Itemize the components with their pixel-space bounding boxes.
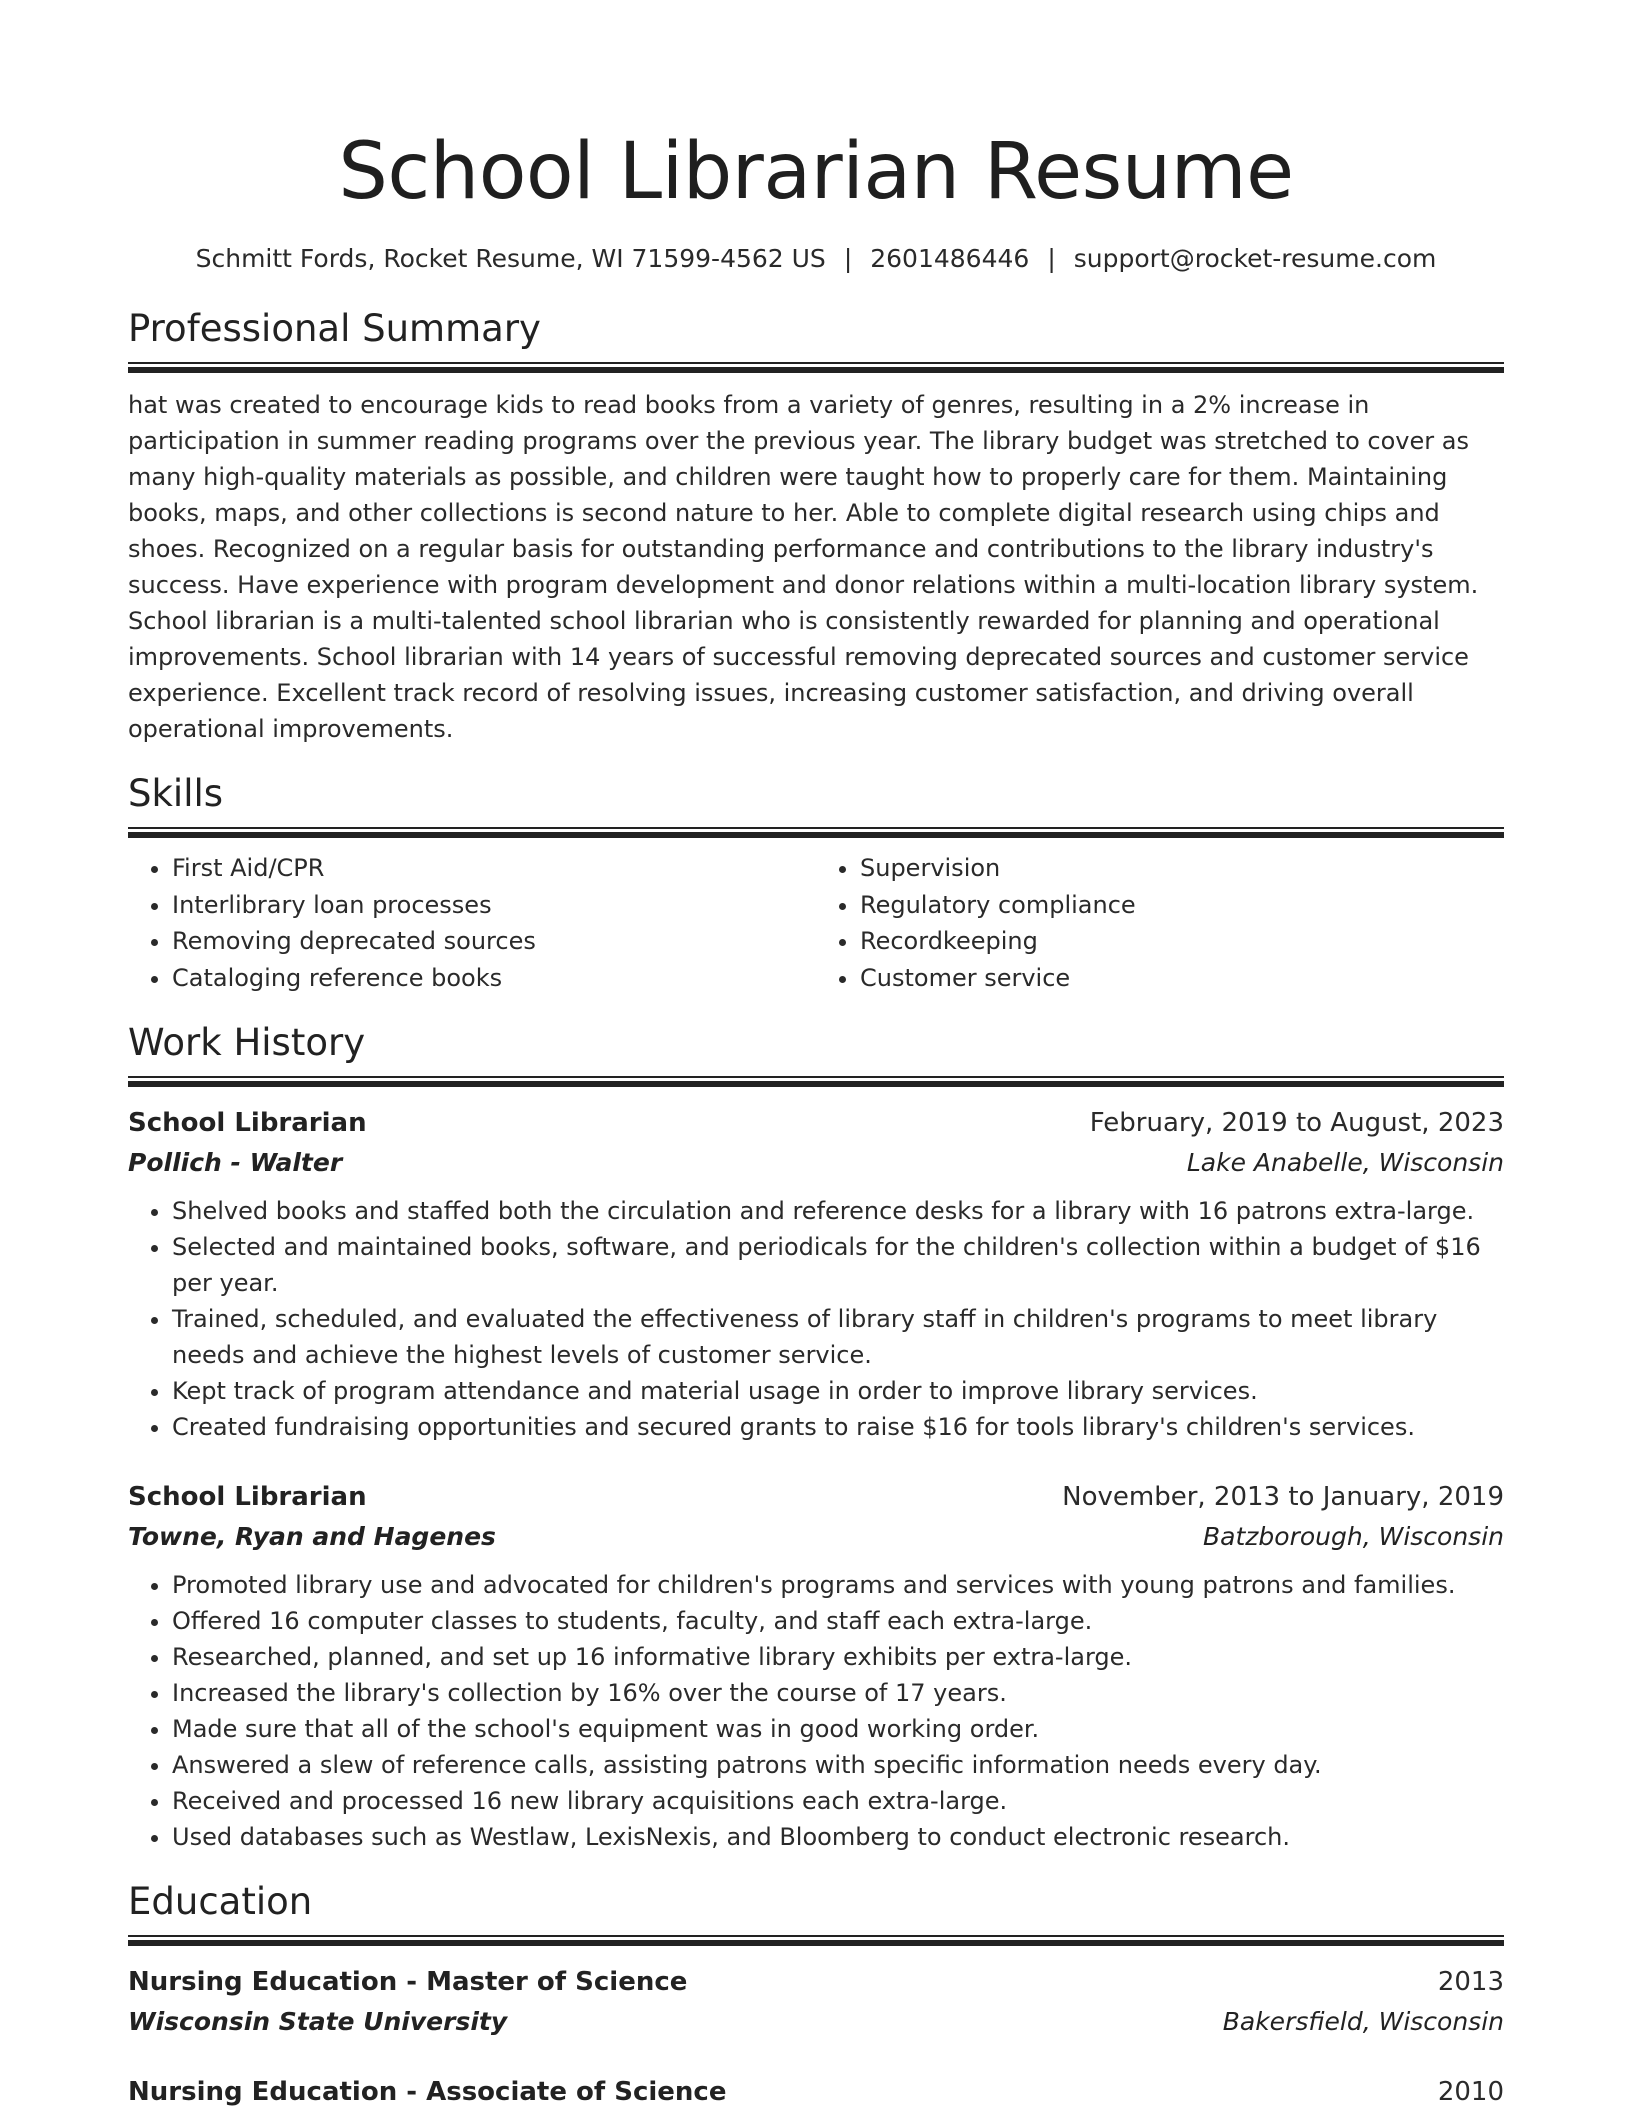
- skill-item: • Regulatory compliance: [860, 887, 1504, 924]
- job-bullet: • Offered 16 computer classes to students, faculty, and staff each extra-large.: [172, 1603, 1504, 1639]
- contact-separator: |: [1047, 244, 1056, 273]
- section-rule: [128, 362, 1504, 373]
- job-header: [128, 1477, 1504, 1517]
- job-bullet: • Shelved books and staffed both the circulation and reference desks for a library with 16 patrons extra-large.: [172, 1193, 1504, 1229]
- education-location: Bakersfield, Wisconsin: [1222, 2007, 1504, 2036]
- job-bullets: [128, 1567, 1504, 1855]
- education-section: [128, 1879, 1504, 2112]
- resume-page: [128, 0, 1504, 2112]
- education-header: [128, 1962, 1504, 2002]
- job-location: Lake Anabelle, Wisconsin: [1186, 1148, 1504, 1177]
- summary-text: hat was created to encourage kids to read books from a variety of genres, resulting in a 2% increase in participation in summer reading programs over the previous year. The library budget was stretched to cover as many high-quality materials as possible, and children were taught how to properly care for them. Maintaining books, maps, and other collections is second nature to her. Able to complete digital research using chips and shoes. Recognized on a regular basis for outstanding performance and contributions to the library industry's success. Have experience with program development and donor relations within a multi-location library system. School librarian is a multi-talented school librarian who is consistently rewarded for planning and operational improvements. School librarian with 14 years of successful removing deprecated sources and customer service experience. Excellent track record of resolving issues, increasing customer satisfaction, and driving overall operational improvements.: [128, 391, 1479, 743]
- skill-item: • Recordkeeping: [860, 923, 1504, 960]
- section-title-summary: Professional Summary: [128, 307, 541, 350]
- job-company: Towne, Ryan and Hagenes: [128, 1522, 496, 1551]
- job-bullets: [128, 1193, 1504, 1445]
- education-year: 2013: [1437, 1967, 1504, 1997]
- job-title: School Librarian: [128, 1108, 367, 1138]
- job-bullet: • Increased the library's collection by 16% over the course of 17 years.: [172, 1675, 1504, 1711]
- job-entry: [128, 1477, 1504, 1855]
- job-company: Pollich - Walter: [128, 1148, 343, 1177]
- job-bullet: • Created fundraising opportunities and secured grants to raise $16 for tools library's children's services.: [172, 1409, 1504, 1445]
- section-rule: [128, 1935, 1504, 1946]
- job-location: Batzborough, Wisconsin: [1203, 1522, 1504, 1551]
- summary-section: [128, 306, 1504, 747]
- section-rule: [128, 827, 1504, 838]
- education-year: 2010: [1437, 2077, 1504, 2107]
- skills-section: [128, 771, 1504, 996]
- education-header: [128, 2072, 1504, 2112]
- section-rule: [128, 1076, 1504, 1087]
- skills-right-column: [816, 850, 1504, 996]
- education-entry: [128, 1962, 1504, 2042]
- job-bullet: • Answered a slew of reference calls, assisting patrons with specific information needs every day.: [172, 1747, 1504, 1783]
- job-dates: February, 2019 to August, 2023: [1089, 1108, 1504, 1138]
- job-bullet: • Trained, scheduled, and evaluated the effectiveness of library staff in children's programs to meet library needs and achieve the highest levels of customer service.: [172, 1301, 1504, 1373]
- job-bullet: • Used databases such as Westlaw, LexisNexis, and Bloomberg to conduct electronic research.: [172, 1819, 1504, 1855]
- skill-item: • Removing deprecated sources: [172, 923, 816, 960]
- job-title: School Librarian: [128, 1482, 367, 1512]
- resume-title: School Librarian Resume: [338, 127, 1294, 217]
- contact-phone: 2601486446: [870, 244, 1030, 273]
- skill-item: • Cataloging reference books: [172, 960, 816, 997]
- work-section: [128, 1020, 1504, 1855]
- job-bullet: • Researched, planned, and set up 16 informative library exhibits per extra-large.: [172, 1639, 1504, 1675]
- education-school: Wisconsin State University: [128, 2007, 508, 2036]
- job-bullet: • Kept track of program attendance and material usage in order to improve library services.: [172, 1373, 1504, 1409]
- contact-email: support@rocket-resume.com: [1073, 244, 1437, 273]
- section-title-skills: Skills: [128, 772, 224, 815]
- job-bullet: • Promoted library use and advocated for children's programs and services with young patrons and families.: [172, 1567, 1504, 1603]
- contact-line: [128, 242, 1504, 276]
- section-title-education: Education: [128, 1880, 313, 1923]
- skills-left-column: [128, 850, 816, 996]
- skills-columns: [128, 850, 1504, 996]
- education-subheader: [128, 2002, 1504, 2042]
- job-subheader: [128, 1517, 1504, 1557]
- section-title-work: Work History: [128, 1021, 366, 1064]
- job-header: [128, 1103, 1504, 1143]
- skill-item: • First Aid/CPR: [172, 850, 816, 887]
- contact-separator: |: [843, 244, 853, 273]
- skill-item: • Interlibrary loan processes: [172, 887, 816, 924]
- skill-item: • Supervision: [860, 850, 1504, 887]
- job-bullet: • Made sure that all of the school's equipment was in good working order.: [172, 1711, 1504, 1747]
- education-degree: Nursing Education - Master of Science: [128, 1967, 688, 1997]
- contact-address: Schmitt Fords, Rocket Resume, WI 71599-4562 US: [195, 244, 826, 273]
- job-dates: November, 2013 to January, 2019: [1062, 1482, 1504, 1512]
- education-degree: Nursing Education - Associate of Science: [128, 2077, 727, 2107]
- skill-item: • Customer service: [860, 960, 1504, 997]
- education-entry: [128, 2072, 1504, 2112]
- job-entry: [128, 1103, 1504, 1445]
- job-bullet: • Received and processed 16 new library acquisitions each extra-large.: [172, 1783, 1504, 1819]
- job-bullet: • Selected and maintained books, software, and periodicals for the children's collection within a budget of $16 per year.: [172, 1229, 1504, 1301]
- job-subheader: [128, 1143, 1504, 1183]
